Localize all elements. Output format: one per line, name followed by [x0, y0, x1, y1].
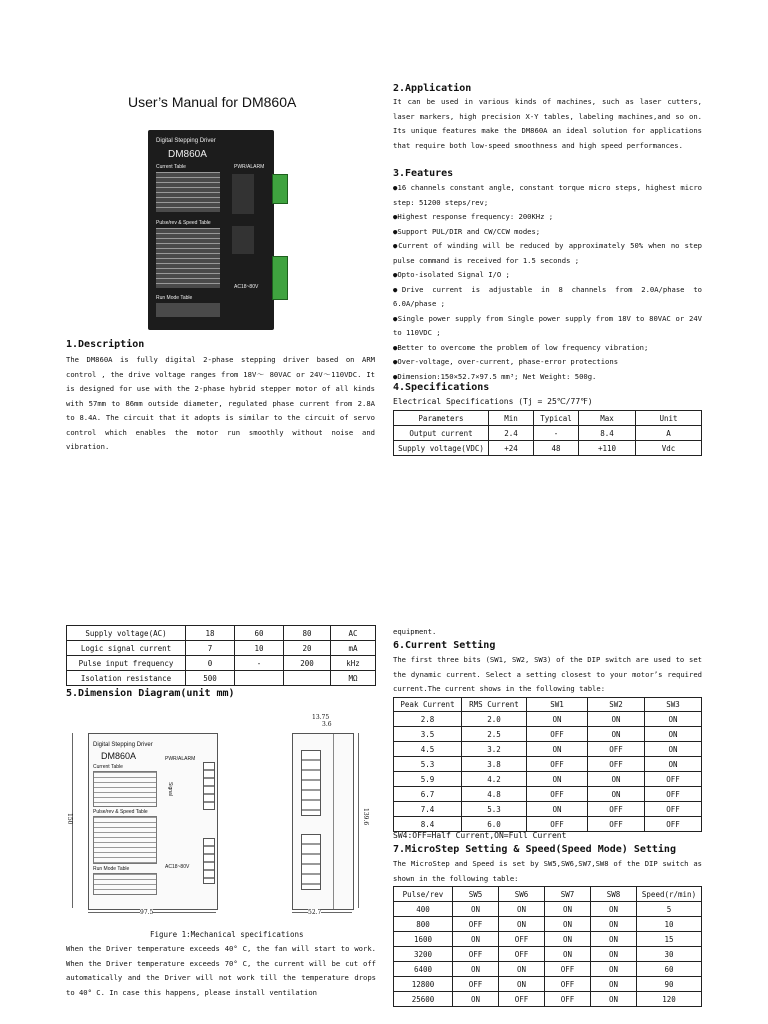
table-cell: 10 [637, 917, 702, 932]
device-current-table-label: Current Table [156, 164, 186, 170]
device-speed-table [156, 228, 220, 288]
specifications-heading: 4.Specifications [393, 382, 490, 393]
table-row [394, 802, 702, 817]
table-cell: OFF [527, 757, 588, 772]
table-cell: ON [545, 947, 591, 962]
table-cell: kHz [331, 656, 376, 671]
table-cell: Logic signal current [67, 641, 186, 656]
table-cell: 10 [235, 641, 284, 656]
sketch-run-mode-label: Run Mode Table [93, 866, 130, 872]
table-cell: 7.4 [394, 802, 462, 817]
table-cell: 4.8 [462, 787, 527, 802]
table-header: SW2 [588, 698, 645, 712]
dimension-heading: 5.Dimension Diagram(unit mm) [66, 688, 235, 699]
table-cell: OFF [499, 932, 545, 947]
table-row [394, 712, 702, 727]
table-cell: OFF [645, 817, 702, 832]
feature-item: ●Drive current is adjustable in 8 channels from 2.0A/phase to 6.0A/phase ; [393, 284, 702, 308]
table-cell: 3.5 [394, 727, 462, 742]
table-cell: Vdc [636, 441, 702, 456]
table-header: SW7 [545, 887, 591, 902]
sketch-current-table-label: Current Table [93, 764, 123, 770]
table-cell: A [636, 426, 702, 441]
table-cell: 6.7 [394, 787, 462, 802]
table-cell: OFF [588, 742, 645, 757]
table-cell: 20 [284, 641, 331, 656]
features-list [393, 181, 702, 384]
table-row [394, 772, 702, 787]
feature-item: ●Highest response frequency: 200KHz ; [393, 212, 554, 221]
table-header: SW3 [645, 698, 702, 712]
table-cell: 2.5 [462, 727, 527, 742]
table-cell: 7 [186, 641, 235, 656]
table-cell: 2.4 [489, 426, 534, 441]
side-signal-connector [301, 750, 321, 816]
application-text: It can be used in various kinds of machines, such as laser cutters, laser markers, high precision X-Y tables, labeling machines,and so on. Its unique features make the DM860A an ideal solution for applications that require both low-speed smoothness and high speed performances. [393, 97, 702, 150]
dimension-label-height: 150 [66, 813, 73, 825]
table-cell: OFF [527, 787, 588, 802]
dimension-label-side-height: 139.6 [362, 808, 369, 826]
table-cell: ON [591, 992, 637, 1007]
table-cell: ON [591, 932, 637, 947]
table-cell: 60 [235, 626, 284, 641]
table-cell: 5.3 [462, 802, 527, 817]
table-header: Parameters [394, 411, 489, 426]
table-cell: ON [591, 902, 637, 917]
table-cell: 4.2 [462, 772, 527, 787]
device-current-table [156, 172, 220, 212]
table-cell: OFF [453, 917, 499, 932]
table-header: Pulse/rev [394, 887, 453, 902]
specifications-subheading: Electrical Specifications (Tj = 25℃/77℉) [393, 397, 593, 406]
sketch-signal-label: Signal [167, 782, 173, 796]
table-cell: - [235, 656, 284, 671]
current-setting-note: SW4:OFF=Half Current,ON=Full Current [393, 831, 567, 840]
table-cell: ON [499, 962, 545, 977]
device-run-mode-table [156, 303, 220, 317]
table-cell: OFF [499, 947, 545, 962]
table-cell: ON [527, 802, 588, 817]
table-cell: ON [453, 962, 499, 977]
dimension-label-depth: 52.7 [308, 909, 322, 916]
table-cell: OFF [453, 947, 499, 962]
feature-item: ●Over-voltage, over-current, phase-error protections [393, 357, 619, 366]
signal-terminal-block [272, 174, 288, 204]
table-row [394, 426, 702, 441]
table-row [394, 742, 702, 757]
table-cell: OFF [527, 727, 588, 742]
table-cell: ON [545, 917, 591, 932]
dimension-line-side-height [358, 733, 359, 908]
table-cell: ON [645, 712, 702, 727]
table-cell: OFF [527, 817, 588, 832]
device-signal-panel [232, 174, 254, 214]
table-cell: 12800 [394, 977, 453, 992]
table-cell: ON [527, 772, 588, 787]
table-row [394, 787, 702, 802]
table-cell: ON [453, 902, 499, 917]
table-cell: OFF [499, 992, 545, 1007]
device-power-label: AC18~80V [234, 284, 259, 290]
table-cell: AC [331, 626, 376, 641]
dimension-label-flange: 13.75 [312, 714, 330, 721]
table-cell: 500 [186, 671, 235, 686]
table-cell: +110 [579, 441, 636, 456]
table-cell: - [534, 426, 579, 441]
feature-item: ●Single power supply from Single power supply from 18V to 80VAC or 24V to 110VDC ; [393, 313, 702, 337]
table-cell: 120 [637, 992, 702, 1007]
temperature-text-continued: equipment. [393, 627, 437, 636]
table-row [394, 902, 702, 917]
table-cell: 800 [394, 917, 453, 932]
table-cell: 5.9 [394, 772, 462, 787]
table-cell: 15 [637, 932, 702, 947]
table-cell: ON [588, 727, 645, 742]
table-cell: ON [499, 902, 545, 917]
sketch-power-terminals [203, 838, 215, 884]
current-setting-heading: 6.Current Setting [393, 640, 496, 651]
table-cell: 18 [186, 626, 235, 641]
table-cell: Supply voltage(AC) [67, 626, 186, 641]
table-header: Unit [636, 411, 702, 426]
table-cell: Output current [394, 426, 489, 441]
table-row [67, 641, 376, 656]
table-header: SW6 [499, 887, 545, 902]
table-cell: 1600 [394, 932, 453, 947]
table-cell: Isolation resistance [67, 671, 186, 686]
table-cell: ON [453, 992, 499, 1007]
table-cell: ON [527, 712, 588, 727]
sketch-speed-table-label: Pulse/rev & Speed Table [93, 809, 148, 815]
table-cell: ON [591, 917, 637, 932]
table-cell: +24 [489, 441, 534, 456]
table-header: SW5 [453, 887, 499, 902]
table-cell: 90 [637, 977, 702, 992]
electrical-specs-table-continued [66, 625, 376, 686]
table-cell: 48 [534, 441, 579, 456]
sketch-device-label: Digital Stepping Driver [93, 742, 153, 748]
table-cell: ON [645, 727, 702, 742]
table-row [394, 757, 702, 772]
table-cell: ON [499, 917, 545, 932]
table-cell: ON [591, 977, 637, 992]
table-cell: ON [545, 902, 591, 917]
table-cell: MΩ [331, 671, 376, 686]
table-cell: ON [645, 757, 702, 772]
microstep-text: The MicroStep and Speed is set by SW5,SW6,SW7,SW8 of the DIP switch as shown in the following table: [393, 859, 702, 883]
power-terminal-block [272, 256, 288, 300]
table-cell: ON [588, 772, 645, 787]
sketch-pwr-alarm-label: PWR/ALARM [165, 756, 196, 762]
sketch-current-table [93, 771, 157, 807]
table-cell: 2.8 [394, 712, 462, 727]
table-row [67, 626, 376, 641]
table-cell: 2.0 [462, 712, 527, 727]
table-row [394, 441, 702, 456]
table-cell: 6.0 [462, 817, 527, 832]
sketch-signal-terminals [203, 762, 215, 810]
feature-item: ●16 channels constant angle, constant torque micro steps, highest micro step: 51200 steps/rev; [393, 183, 702, 207]
table-cell: Supply voltage(VDC) [394, 441, 489, 456]
dimension-label-offset: 3.6 [322, 721, 332, 728]
table-header: Speed(r/min) [637, 887, 702, 902]
table-row [394, 977, 702, 992]
table-row [67, 671, 376, 686]
dimension-side-view [292, 733, 354, 910]
table-cell: ON [588, 787, 645, 802]
feature-item: ●Opto-isolated Signal I/O ; [393, 270, 510, 279]
table-cell: Pulse input frequency [67, 656, 186, 671]
dimension-line-depth [292, 912, 352, 913]
table-cell: ON [591, 947, 637, 962]
table-cell: 30 [637, 947, 702, 962]
table-cell: OFF [645, 802, 702, 817]
dimension-label-width: 97.5 [140, 909, 154, 916]
table-header: SW1 [527, 698, 588, 712]
device-run-mode-label: Run Mode Table [156, 295, 193, 301]
figure-caption: Figure 1:Mechanical specifications [150, 930, 304, 939]
driver-photo [148, 130, 274, 330]
table-cell: 5 [637, 902, 702, 917]
table-cell: mA [331, 641, 376, 656]
table-header: Min [489, 411, 534, 426]
sketch-device-model: DM860A [101, 751, 137, 761]
description-heading: 1.Description [66, 339, 145, 350]
features-heading: 3.Features [393, 168, 454, 179]
table-cell: ON [453, 932, 499, 947]
table-header: RMS Current [462, 698, 527, 712]
table-cell: 200 [284, 656, 331, 671]
table-cell: ON [645, 742, 702, 757]
table-header: Typical [534, 411, 579, 426]
table-cell [284, 671, 331, 686]
feature-item: ●Better to overcome the problem of low frequency vibration; [393, 342, 649, 352]
table-cell: ON [588, 712, 645, 727]
table-cell: OFF [453, 977, 499, 992]
table-header: Max [579, 411, 636, 426]
device-speed-table-label: Pulse/rev & Speed Table [156, 220, 211, 226]
table-cell: 6400 [394, 962, 453, 977]
feature-item: ●Dimension:150×52.7×97.5 mm³; Net Weight: 500g. [393, 371, 597, 381]
table-cell: OFF [588, 802, 645, 817]
sketch-speed-table [93, 816, 157, 864]
feature-item: ●Current of winding will be reduced by approximately 50% when no step pulse command is received for 1.5 seconds ; [393, 241, 702, 265]
table-row [67, 656, 376, 671]
table-cell: 3.8 [462, 757, 527, 772]
table-cell: OFF [545, 992, 591, 1007]
sketch-run-mode-table [93, 873, 157, 895]
table-row [394, 992, 702, 1007]
table-cell: 400 [394, 902, 453, 917]
table-cell: 25600 [394, 992, 453, 1007]
device-pwr-alarm-label: PWR/ALARM [234, 164, 265, 170]
side-edge-line [333, 734, 334, 909]
table-cell: OFF [645, 772, 702, 787]
electrical-specs-table [393, 410, 702, 456]
table-cell: 8.4 [579, 426, 636, 441]
table-cell: OFF [645, 787, 702, 802]
table-cell: 60 [637, 962, 702, 977]
page-title: User’s Manual for DM860A [128, 94, 297, 110]
table-cell: 3.2 [462, 742, 527, 757]
table-cell: OFF [588, 757, 645, 772]
table-cell: 5.3 [394, 757, 462, 772]
table-cell: ON [545, 932, 591, 947]
temperature-text: When the Driver temperature exceeds 40° C, the fan will start to work. When the Driver temperature exceeds 70° C, the current will be cut off automatically and the Driver will not work till the temperature drops to 40° C. In case this happens, please install ventilation [66, 944, 376, 997]
table-cell: OFF [545, 962, 591, 977]
table-cell [235, 671, 284, 686]
microstep-heading: 7.MicroStep Setting & Speed(Speed Mode) Setting [393, 844, 676, 855]
side-power-connector [301, 834, 321, 890]
table-row [394, 947, 702, 962]
table-row [394, 932, 702, 947]
table-cell: ON [527, 742, 588, 757]
table-cell: OFF [545, 977, 591, 992]
sketch-power-label: AC18~80V [165, 864, 190, 870]
table-cell: 4.5 [394, 742, 462, 757]
microstep-table [393, 886, 702, 1007]
device-label: Digital Stepping Driver [156, 138, 216, 144]
table-cell: ON [591, 962, 637, 977]
table-cell: 80 [284, 626, 331, 641]
feature-item: ●Support PUL/DIR and CW/CCW modes; [393, 226, 541, 236]
table-row [394, 917, 702, 932]
table-cell: 3200 [394, 947, 453, 962]
device-model: DM860A [168, 149, 207, 160]
current-setting-table [393, 697, 702, 832]
table-cell: OFF [588, 817, 645, 832]
table-header: SW8 [591, 887, 637, 902]
table-cell: ON [499, 977, 545, 992]
device-dip-switch [232, 226, 254, 254]
table-cell: 0 [186, 656, 235, 671]
table-header: Peak Current [394, 698, 462, 712]
table-row [394, 962, 702, 977]
table-cell: 8.4 [394, 817, 462, 832]
table-row [394, 727, 702, 742]
description-text: The DM860A is fully digital 2-phase stepping driver based on ARM control , the drive voltage ranges from 18V～ 80VAC or 24V～110VDC. It is designed for use with the 2-phase hybrid stepper motor of all kinds with 57mm to 86mm outside diameter, regulated phase current from 2.8A to 8.4A. The circuit that it adopts is similar to the circuit of servo control which enables the motor run smoothly without noise and vibration. [66, 355, 375, 451]
current-setting-text: The first three bits (SW1, SW2, SW3) of the DIP switch are used to set the dynamic current. Select a setting closest to your motor’s required current.The current shows in the following table: [393, 655, 702, 693]
application-heading: 2.Application [393, 83, 472, 94]
dimension-front-view [88, 733, 218, 910]
